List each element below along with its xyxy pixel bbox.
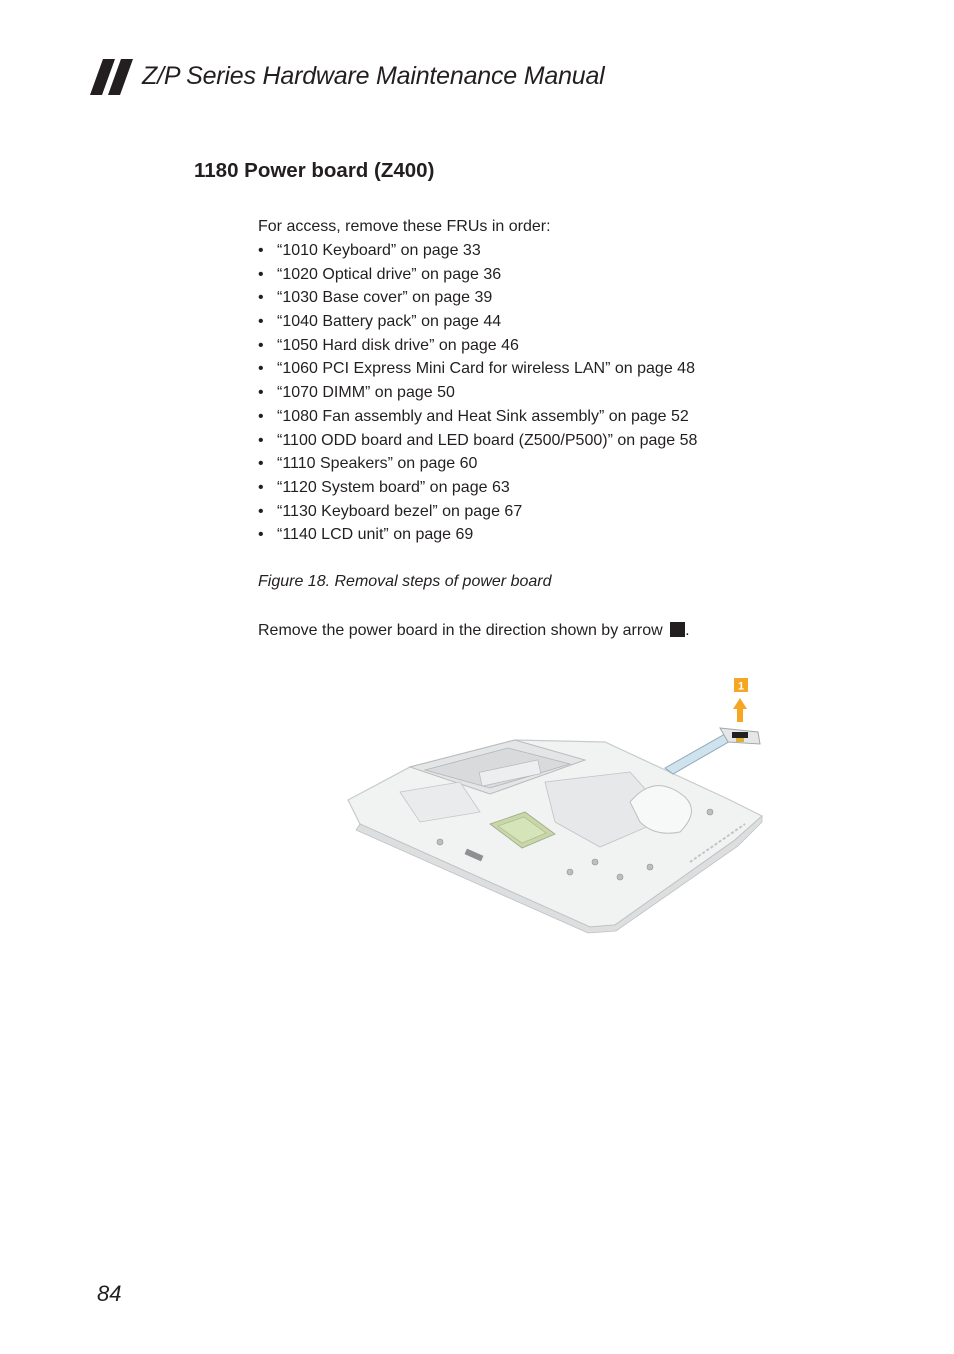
fru-reference-link[interactable]: “1030 Base cover” on page 39 <box>277 289 493 307</box>
access-intro: For access, remove these FRUs in order: <box>258 218 551 235</box>
header-logo-icon <box>90 59 136 95</box>
fru-list-item <box>258 478 697 502</box>
fru-reference-link[interactable]: “1140 LCD unit” on page 69 <box>277 526 474 544</box>
fru-list-item <box>258 359 697 383</box>
power-board-illustration <box>665 728 760 774</box>
bullet-icon: • <box>258 384 264 402</box>
fru-list-item <box>258 525 697 549</box>
fru-list-item <box>258 431 697 455</box>
bullet-icon: • <box>258 242 264 259</box>
removal-instruction <box>258 622 690 640</box>
bullet-icon: • <box>258 265 264 283</box>
fru-reference-link[interactable]: “1040 Battery pack” on page 44 <box>277 313 502 331</box>
bullet-icon: • <box>258 478 264 496</box>
fru-list-item <box>258 383 697 407</box>
arrow-marker-icon <box>670 622 685 637</box>
bullet-icon: • <box>258 407 264 425</box>
fru-list-item <box>258 265 697 289</box>
figure-caption: Figure 18. Removal steps of power board <box>258 573 552 590</box>
fru-list-item <box>258 336 697 360</box>
instruction-end: . <box>685 622 690 639</box>
bullet-icon: • <box>258 431 264 449</box>
fru-reference-link[interactable]: “1130 Keyboard bezel” on page 67 <box>277 502 523 520</box>
bullet-icon: • <box>258 313 264 331</box>
bullet-icon: • <box>258 502 264 520</box>
manual-title: Z/P Series Hardware Maintenance Manual <box>142 62 605 90</box>
step-label <box>734 678 748 693</box>
fru-list-item <box>258 454 697 478</box>
step-label-number: 1 <box>737 680 745 693</box>
fru-reference-link[interactable]: “1110 Speakers” on page 60 <box>277 455 478 473</box>
bullet-icon: • <box>258 455 264 473</box>
fru-reference-link[interactable]: “1050 Hard disk drive” on page 46 <box>277 336 519 354</box>
fru-reference-link[interactable]: “1080 Fan assembly and Heat Sink assembly” on page 52 <box>277 407 689 425</box>
fru-reference-link[interactable]: “1070 DIMM” on page 50 <box>277 384 455 402</box>
fru-list-item <box>258 241 697 265</box>
fru-list-item <box>258 502 697 526</box>
fru-reference-link[interactable]: “1020 Optical drive” on page 36 <box>277 265 502 283</box>
fru-list-item <box>258 407 697 431</box>
section-title: 1180 Power board (Z400) <box>194 159 435 182</box>
bullet-icon: • <box>258 360 264 378</box>
instruction-text: Remove the power board in the direction shown by arrow <box>258 622 663 639</box>
fru-list <box>258 241 697 549</box>
base-chassis-illustration <box>348 740 762 933</box>
page-number: 84 <box>97 1281 122 1306</box>
fru-list-item <box>258 288 697 312</box>
fru-reference-link[interactable]: “1100 ODD board and LED board (Z500/P500)” on page 58 <box>277 431 698 449</box>
power-board-removal-illustration <box>340 672 770 934</box>
fru-reference-link[interactable]: “1060 PCI Express Mini Card for wireless LAN” on page 48 <box>277 360 695 378</box>
fru-reference-link[interactable]: “1010 Keyboard” on page 33 <box>277 242 481 259</box>
step-arrow <box>733 698 747 722</box>
bullet-icon: • <box>258 289 264 307</box>
fru-list-item <box>258 312 697 336</box>
bullet-icon: • <box>258 336 264 354</box>
fru-reference-link[interactable]: “1120 System board” on page 63 <box>277 478 510 496</box>
bullet-icon: • <box>258 526 264 544</box>
